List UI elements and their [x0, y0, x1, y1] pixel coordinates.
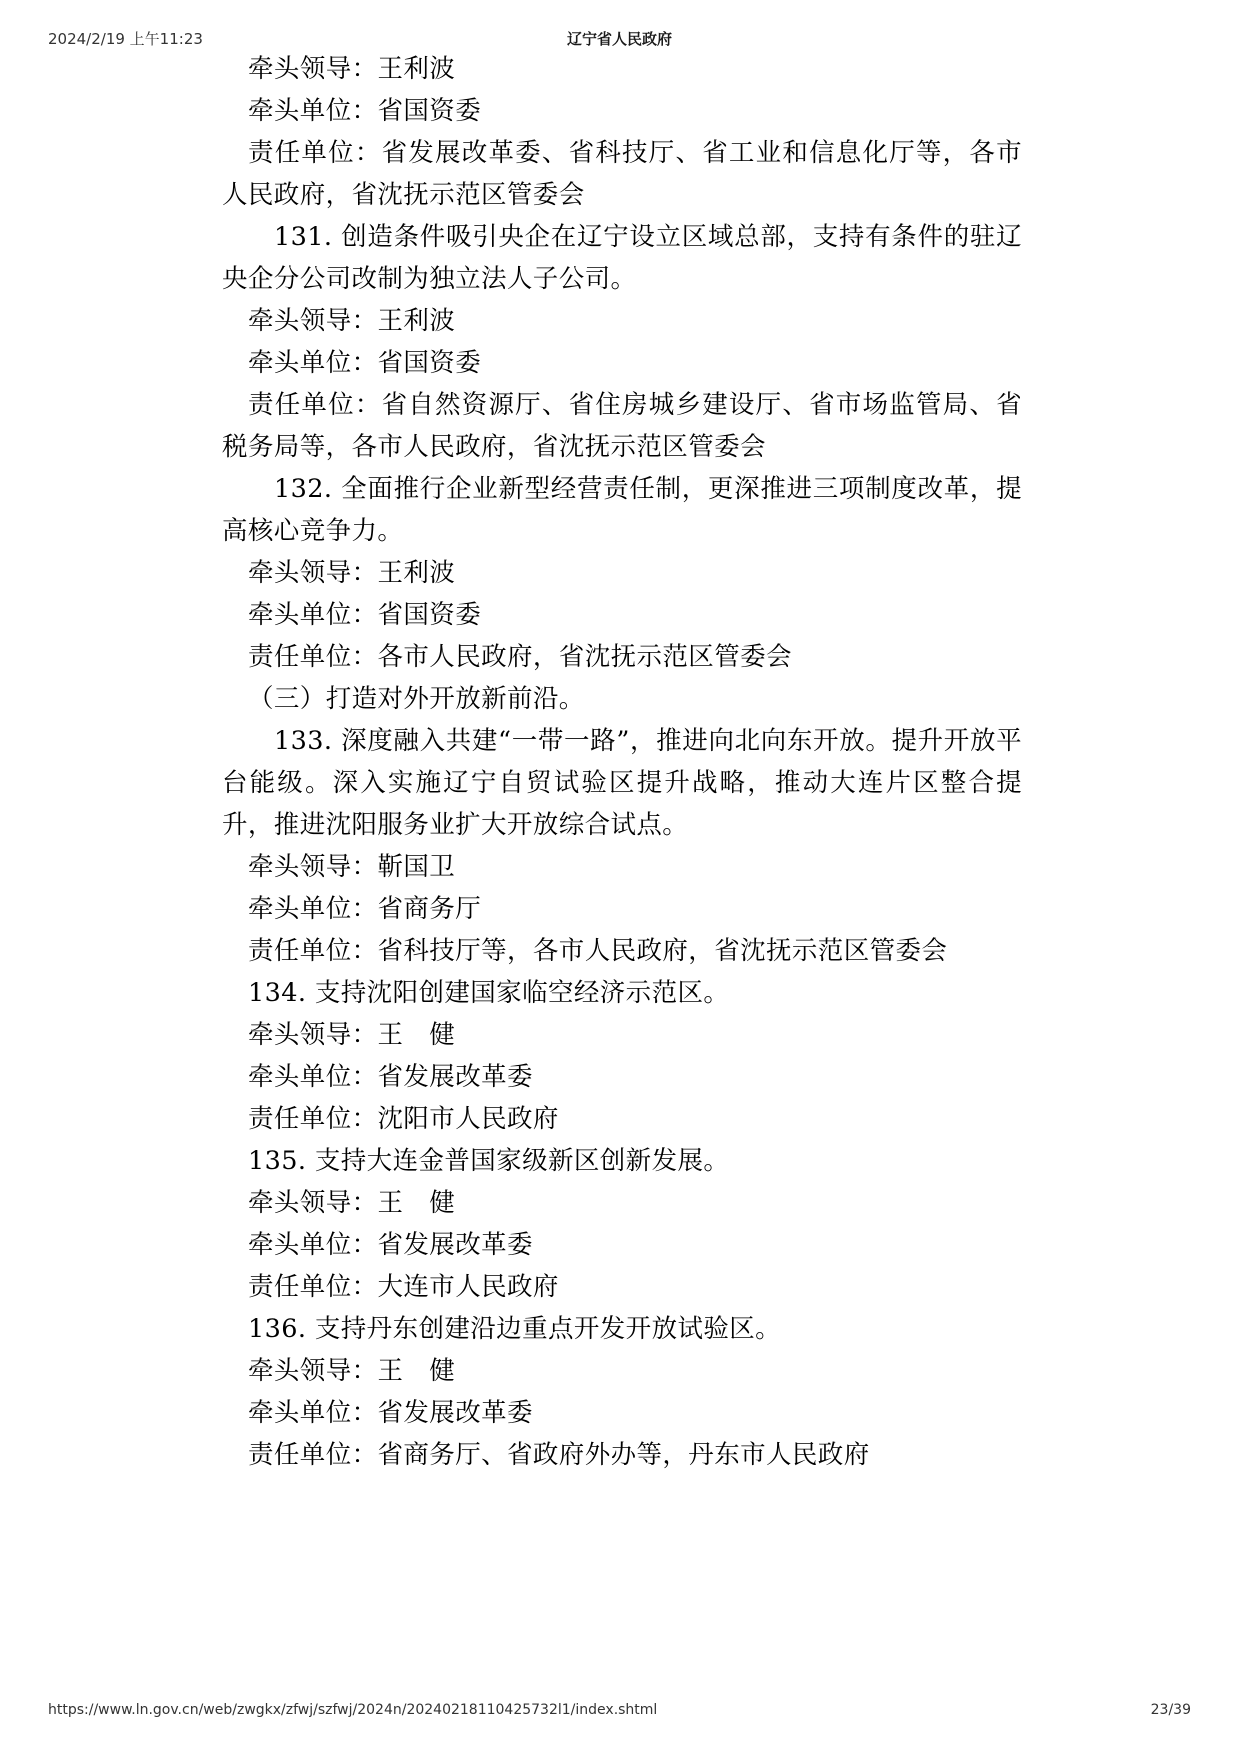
document-paragraph: 牵头领导：王 健: [248, 1020, 456, 1050]
document-paragraph: 责任单位：大连市人民政府: [248, 1272, 559, 1302]
document-paragraph: 牵头单位：省发展改革委: [248, 1230, 533, 1260]
document-paragraph: 责任单位：省科技厅等，各市人民政府，省沈抚示范区管委会: [248, 936, 948, 966]
source-url: https://www.ln.gov.cn/web/zwgkx/zfwj/szfwj/2024n/20240218110425732l1/index.shtml: [48, 1702, 658, 1718]
document-paragraph: 牵头单位：省发展改革委: [248, 1398, 533, 1428]
document-paragraph: 牵头领导：靳国卫: [248, 852, 456, 882]
print-footer: [0, 1702, 1239, 1724]
document-paragraph: （三）打造对外开放新前沿。: [248, 684, 585, 714]
document-paragraph: 牵头单位：省发展改革委: [248, 1062, 533, 1092]
document-paragraph: 责任单位：省发展改革委、省科技厅、省工业和信息化厅等，各市人民政府，省沈抚示范区管委会: [222, 138, 1022, 210]
document-paragraph: 136. 支持丹东创建沿边重点开发开放试验区。: [248, 1314, 782, 1344]
document-paragraph: 135. 支持大连金普国家级新区创新发展。: [248, 1146, 730, 1176]
document-paragraph: 牵头领导：王利波: [248, 558, 456, 588]
page-number: 23/39: [1150, 1702, 1191, 1718]
document-paragraph: 132. 全面推行企业新型经营责任制，更深推进三项制度改革，提高核心竞争力。: [222, 474, 1022, 546]
document-paragraph: 责任单位：省自然资源厅、省住房城乡建设厅、省市场监管局、省税务局等，各市人民政府，省沈抚示范区管委会: [222, 390, 1022, 462]
print-timestamp: 2024/2/19 上午11:23: [48, 30, 203, 48]
document-paragraph: 牵头单位：省国资委: [248, 348, 482, 378]
document-paragraph: 133. 深度融入共建“一带一路”，推进向北向东开放。提升开放平台能级。深入实施辽宁自贸试验区提升战略，推动大连片区整合提升，推进沈阳服务业扩大开放综合试点。: [222, 726, 1022, 840]
document-paragraph: 牵头领导：王 健: [248, 1356, 456, 1386]
document-paragraph: 责任单位：沈阳市人民政府: [248, 1104, 559, 1134]
document-paragraph: 134. 支持沈阳创建国家临空经济示范区。: [248, 978, 730, 1008]
document-paragraph: 牵头单位：省商务厅: [248, 894, 482, 924]
print-header: [0, 28, 1239, 50]
document-site-title: 辽宁省人民政府: [566, 30, 672, 48]
document-paragraph: 责任单位：各市人民政府，省沈抚示范区管委会: [248, 642, 792, 672]
document-paragraph: 131. 创造条件吸引央企在辽宁设立区域总部，支持有条件的驻辽央企分公司改制为独立法人子公司。: [222, 222, 1022, 294]
document-paragraph: 责任单位：省商务厅、省政府外办等，丹东市人民政府: [248, 1440, 870, 1470]
document-paragraph: 牵头领导：王利波: [248, 54, 456, 84]
document-content: [222, 48, 1022, 1476]
document-paragraph: 牵头单位：省国资委: [248, 600, 482, 630]
document-paragraph: 牵头单位：省国资委: [248, 96, 482, 126]
document-paragraph: 牵头领导：王 健: [248, 1188, 456, 1218]
document-paragraph: 牵头领导：王利波: [248, 306, 456, 336]
